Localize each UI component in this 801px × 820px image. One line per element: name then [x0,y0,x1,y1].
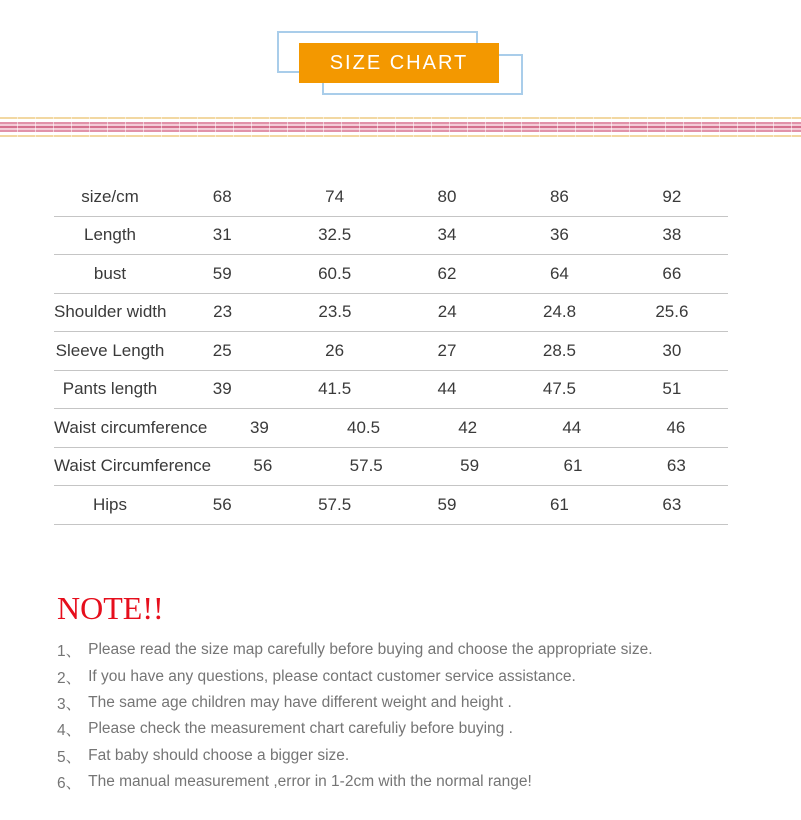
size-value: 31 [212,225,232,245]
size-value: 59 [460,456,480,476]
row-label: bust [93,263,127,283]
size-value: 59 [212,263,232,283]
note-item [57,769,747,795]
size-value: 68 [212,186,232,206]
note-number: 4、 [57,722,82,740]
row-label: Pants length [62,379,158,399]
size-value: 23.5 [318,302,352,322]
note-number: 2、 [57,669,82,687]
size-value: 63 [662,494,682,514]
table-row [54,486,728,525]
size-value: 59 [437,494,457,514]
size-value: 27 [437,340,457,360]
size-value: 26 [325,340,345,360]
note-number: 6、 [57,775,82,793]
row-label: Sleeve Length [55,340,165,360]
note-number: 1、 [57,643,82,661]
size-value: 57.5 [349,456,383,476]
decorative-stripe-band [0,117,801,137]
size-value: 64 [549,263,569,283]
size-value: 30 [662,340,682,360]
note-heading: NOTE!! [57,590,164,626]
note-text: Fat baby should choose a bigger size. [88,746,350,764]
size-value: 47.5 [542,379,576,399]
size-value: 44 [437,379,457,399]
size-value: 51 [662,379,682,399]
note-text: If you have any questions, please contact customer service assistance. [88,667,576,685]
table-row [54,294,728,333]
size-value: 74 [325,186,345,206]
table-row [54,255,728,294]
note-item [57,637,747,663]
note-text: The same age children may have different weight and height . [88,693,512,711]
note-item [57,663,747,689]
size-value: 61 [549,494,569,514]
size-value: 32.5 [318,225,352,245]
table-row [54,178,728,217]
table-row [54,448,728,487]
size-value: 62 [437,263,457,283]
note-number: 5、 [57,748,82,766]
note-text: The manual measurement ,error in 1-2cm with the normal range! [88,773,532,791]
stripe-line [0,135,801,137]
table-row [54,409,728,448]
row-label: size/cm [81,186,139,206]
size-value: 61 [563,456,583,476]
row-label: Length [84,225,136,245]
row-label: Shoulder width [54,302,167,322]
table-row [54,371,728,410]
banner-title-box [299,43,499,83]
size-value: 23 [213,302,233,322]
note-number: 3、 [57,695,82,713]
page-title: SIZE CHART [329,51,469,74]
size-value: 42 [458,417,478,437]
table-row [54,217,728,256]
size-value: 80 [437,186,457,206]
size-value: 40.5 [347,417,381,437]
row-label: Waist circumference [54,417,208,437]
size-value: 39 [212,379,232,399]
note-item [57,690,747,716]
size-value: 57.5 [318,494,352,514]
row-label: Hips [92,494,127,514]
size-value: 25 [212,340,232,360]
size-value: 63 [666,456,686,476]
size-value: 66 [662,263,682,283]
size-value: 36 [549,225,569,245]
size-value: 56 [253,456,273,476]
note-item [57,743,747,769]
note-item [57,716,747,742]
size-value: 24.8 [543,302,577,322]
size-value: 44 [562,417,582,437]
size-value: 25.6 [655,302,689,322]
table-row [54,332,728,371]
size-value: 24 [437,302,457,322]
size-value: 39 [249,417,269,437]
size-value: 56 [212,494,232,514]
row-label: Waist Circumference [54,456,212,476]
note-text: Please read the size map carefully before buying and choose the appropriate size. [88,641,653,659]
size-value: 92 [662,186,682,206]
note-list [57,637,747,795]
size-value: 28.5 [542,340,576,360]
size-value: 46 [666,417,686,437]
size-value: 41.5 [318,379,352,399]
size-table [54,178,728,525]
size-value: 38 [662,225,682,245]
note-text: Please check the measurement chart carefuliy before buying . [88,720,513,738]
size-value: 34 [437,225,457,245]
size-value: 60.5 [318,263,352,283]
size-value: 86 [549,186,569,206]
